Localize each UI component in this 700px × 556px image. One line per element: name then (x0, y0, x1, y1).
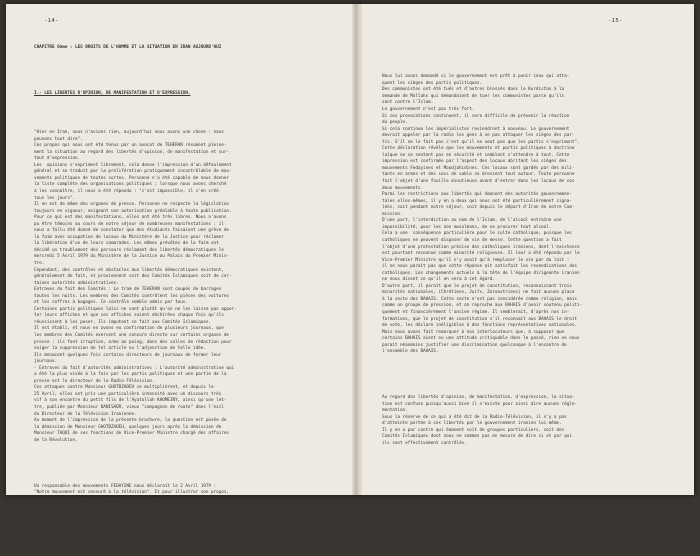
text-line: Il est établi, et nous en avons eu confirmation de plusieurs journaux, que (34, 326, 224, 332)
text-line: deux mouvements. (382, 185, 424, 191)
text-line: ne nous disent ce qu'il en sera à cet égard. (382, 277, 495, 283)
right-page (362, 4, 694, 495)
text-line: ter leurs affiches et que ces affiches soient déchirées chaque fois qu'ils (34, 313, 224, 319)
text-line: la démission de Monsieur GHOTBZADEH, quelques jours après la démission de (34, 424, 222, 430)
text-line: Sous la réserve de ce qui a été dit de la Radio-Télévision, il n'y a pas (382, 414, 567, 420)
right-paragraphs-b (382, 395, 682, 447)
text-line: exiger la suppression de tel article ou l'adjonction de telle idée. (34, 346, 206, 352)
text-line: pouvons tout dire". (34, 136, 83, 142)
text-line: impression est confirmée par l'aspect des locaux abritant les sièges des (382, 159, 567, 165)
text-line: tis. S'il ne le fait pas c'est qu'il ne veut pas que les partis s'expriment". (382, 139, 580, 145)
text-line: diffusé à la Radio. Le Directeur de la Radio aurait supprimé de sa main tous (34, 503, 229, 509)
text-line: Cette déclaration révèle que les mouvements et partis politiques à doctrine (382, 146, 575, 152)
text-line: Si cela continue les impérialistes reviendront à nouveau. Le gouvernement (382, 126, 570, 132)
text-line: l'objet d'une protestation précise des catholiques iraniens, dont l'existence (382, 244, 580, 250)
text-line: du Directeur de la Télévision Iranienne. (34, 411, 137, 417)
text-line: tales elles-mêmes, il y en a deux qui nous ont été particulièrement signa- (382, 198, 572, 204)
text-line: tous les jours". (34, 195, 76, 201)
text-line: tants en armes et des sacs de sable se dressent tout autour. Toute personne (382, 172, 575, 178)
text-line: quement et financièrement l'ancien régime. Il semblerait, d'après nos in- (382, 309, 570, 315)
chapter-heading: CHAPITRE 6ème : LES DROITS DE L'HOMME ET LA SITUATION EN IRAN AUJOURD'HUI (34, 45, 222, 51)
text-line: D'une part, l'interdiction au nom de l'Islam, de l'alcool entraîne une (382, 218, 562, 224)
text-line: catholiques. Les changements actuels à la tête de l'équipe dirigeante iranien (382, 270, 580, 276)
text-line: tout d'expression. (34, 156, 81, 162)
text-line: 25 Avril, elles ont pris une particulière intensité avec un discours très (34, 391, 222, 397)
text-line: Et ce responsable Fedayine de conclure : (34, 516, 137, 522)
text-line: Ils menacent quelques fois certains directeurs de journaux de fermer leur (34, 352, 222, 358)
left-paragraphs-a (34, 130, 334, 444)
text-line: Au moment de l'impression de la présente brochure, la question est posée de (34, 418, 227, 424)
text-line: fait l'objet d'une fouille minutieuse avant d'entrer dans les locaux de ces (382, 179, 575, 185)
text-line: mentation. (382, 408, 408, 414)
text-line: l'ensemble des BAHAIS. (382, 349, 439, 355)
text-line: la libération d'un de leurs camarades. Les mêmes prévôtes de la faim ont (34, 241, 219, 247)
text-line: décidé un troublement des parcours réclamant des libertés démocratiques le (34, 247, 224, 253)
text-line: Nous lui avons demandé si le gouvernement est prêt à punir ceux qui atta- (382, 74, 570, 80)
text-line: - Entraves du fait d'autorités administratives : L'autorité administrative qui (34, 365, 235, 371)
text-line: et les coffres à bagages. Ce contrôle semble admis par tous. (34, 300, 188, 306)
text-line: journaux. (34, 359, 58, 365)
text-line: demande de Mollahs qui demandaient de tuer les communistes parce qu'ils (382, 93, 565, 99)
text-line: a été la plus visée à la fois par les partis politiques et une partie de la (34, 372, 227, 378)
text-line: Il y en a par contre qui émanent soit de groupes particuliers, soit des (382, 427, 565, 433)
text-line: général et se traduit par la prolifération pratiquement incontrôlable de mou- (34, 169, 232, 175)
text-line: presse : ils font irruption, arme au poing, dans des salles de rédaction pour (34, 339, 232, 345)
text-line: Un responsable des mouvements FEDAYINE nous déclarait le 2 Avril 1979 : (34, 483, 217, 489)
text-line: Ces propos qui nous ont été tenus par un avocat de TEHERAN résument pleine- (34, 143, 227, 149)
text-line: mission. (382, 211, 403, 217)
text-line: tre. (34, 261, 45, 266)
text-line: Au regard des libertés d'opinion, de manifestation, d'expression, la situa- (382, 394, 575, 400)
text-line: minorités nationales, (Chrétiens, Juifs, Zoroastriens) ne fait aucune place (382, 290, 575, 296)
text-line: ment la situation au regard des libertés d'opinion, de manifestation et sur- (34, 149, 229, 155)
text-line: toujours en vigueur, exigeant une autorisation préalable à toute publication. (34, 208, 232, 214)
left-paragraphs-b (34, 484, 334, 543)
text-line: presse est le directeur de la Radio-Télévision. (34, 378, 155, 384)
text-line: formations, que le projet de constitution s'il reconnaît aux BAHAIS le droit (382, 316, 577, 322)
text-line: Cependant, des contrôles et obstacles aux libertés démocratiques existent, (34, 267, 224, 273)
text-line: les passages doubl communiqué faisant référence aux Fedayines et Moudjahidines. (34, 509, 237, 515)
right-text-column (382, 22, 682, 460)
left-text-column (34, 32, 334, 556)
text-line: vif à son encontre du petit fils de l'Ayatollah KHOMEINY, ainsi qu'une let- (34, 398, 227, 404)
right-paragraphs-a (382, 74, 682, 356)
text-line: comme un groupe de pression, et on reproche aux BAHAIS d'avoir soutenu politi- (382, 303, 583, 309)
text-line: paraît néanmoins justifier une discrimination quelconque à l'encontre de (382, 342, 567, 348)
text-line: Les opinions s'expriment librement, cela donne l'impression d'un défoulement (34, 162, 232, 168)
text-line: lées, soit pendant notre séjour, soit depuis le départ d'Iran de notre Com- (382, 205, 575, 211)
text-line: Il en est de même des organes de presse. Personne ne respecte la législation (34, 202, 229, 208)
section-title: I.- LES LIBERTES D'OPINION, DE MANIFESTATION ET D'EXPRESSION. (34, 90, 191, 96)
text-line: nous a fallu été donné de constater que des étudiants faisaient une grève de (34, 228, 229, 234)
text-line: Le gouvernement n'est pas très fort. (382, 107, 475, 113)
text-line: réussissent à les poser. Ils imputent ce fait aux Comités Islamiques. (34, 319, 211, 325)
text-line: Entraves du fait des Comités : Le tram de TEHERAN sont coupés de barrages (34, 287, 222, 293)
text-line: la faim avec occupation de locaux du Ministère de la Justice pour réclamer (34, 234, 224, 240)
text-line: d'atteinte portée à ces libertés par le gouvernement iranien lui-même. (382, 421, 562, 427)
text-line: Vice-Premier Ministre qu'il n'y avait qu'à remplacer le vin par du lait : (382, 257, 570, 263)
text-line: Certaines partis politiques laïcs ne sont plutôt qu'on ne les laisse pas appor- (34, 306, 237, 312)
text-line: devrait appeler par la radio les gens à ne pas attaquer les sièges des par- (382, 133, 575, 139)
text-line: Si ces provocations continuent, il sera difficile de prévenir la réaction (382, 113, 570, 119)
text-line: Ces attaques contre Monsieur GHOTBZADEH se multiplièrent, et depuis le (34, 385, 214, 391)
text-line: D'autre part, il paraît que le projet de constitution, reconnaissant trois (382, 283, 572, 289)
text-line: est pourtant reconnue comme minorité religieuse. Il leur a été répondu par le (382, 251, 580, 257)
text-line: du peuple. (382, 120, 408, 126)
text-line: Des communistes ont été tués et d'autres blessés dans le Kurdistan à la (382, 87, 565, 93)
text-line: Monsieur TAQUI de ses fonctions de Vice-Premier Ministre chargé des affaires (34, 431, 229, 437)
text-line: quent les sièges des partis politiques. (382, 80, 483, 86)
text-line: tion est confuse puisqu'aussi bien il n'existe pour ainsi dire aucune régle- (382, 401, 577, 407)
text-line: mercredi 5 Avril 1979 du Ministère de la Justice au Palais du Premier Minis- (34, 254, 229, 260)
book-spread (6, 4, 694, 541)
binding-gutter (352, 4, 362, 495)
page-number-left: -14- (44, 18, 59, 24)
page-number-right: -15- (608, 18, 623, 24)
text-line: il ne nous paraît pas que cette réponse ait satisfait les revendications des (382, 264, 577, 270)
text-line: l'objet ... (34, 535, 63, 541)
text-line: ils sont effectivement contrôlés. (382, 440, 467, 446)
text-line: vements politiques de toutes sortes. Personne n'a été capable de nous donner (34, 175, 229, 181)
text-line: de vote, les déclare inéligibles à des fonctions représentatives nationales. (382, 323, 577, 329)
text-line: de la Révolution. (34, 437, 78, 443)
text-line: toutes les nuits. Les membres des Comités contrôlent les pièces des voitures (34, 293, 229, 299)
text-line: "Hier en Iran, nous n'avions rien, aujourd'hui nous avons une chose : nous (34, 130, 224, 136)
text-line: laïque ne se sentent pas en sécurité et semblent s'attendre à tout. Cette (382, 152, 570, 158)
text-line: tre, publiée par Monsieur BANISADR, vieux "compagnon de route" dans l'exil (34, 405, 224, 411)
text-line: la liste complète des organisations politiques ; lorsque nous avons cherché (34, 182, 227, 188)
text-line: mouvements Fedayines et Moudjahidines. Ces locaux sont gardés par des mili- (382, 165, 575, 171)
text-line: Parmi les restrictions aux libertés qui émanent des autorités gouvernemen- (382, 192, 572, 198)
text-line: à la secte des BAHAIS. Cette secte n'est pas considérée comme religion, mais (382, 296, 577, 302)
text-line: Pour ce qui est des manifestations, elles ont été très libres. Nous n'avons (34, 215, 227, 221)
text-line: impossibilité, pour les non musulmans, de se procurer tout alcool. (382, 224, 552, 230)
text-line: Comités Islamiques dont nous ne sommes pas en mesure de dire si et par qui (382, 434, 572, 440)
text-line: généralement de fait, et proviennent soit des Comités Islamiques soit de cer- (34, 274, 232, 280)
text-line: sont contre l'Islam. (382, 100, 434, 106)
text-line: à les connaître, il nous a été répondu : "c'est impossible, il s'en créé (34, 188, 219, 194)
text-line: le soutenions et pour protester contre les attaques dont les partis sont (34, 529, 219, 535)
text-line: catholiques ne peuvent disposer de vin de messe. Cette question a fait (382, 237, 562, 243)
text-line: "Nous avons écrit au gouvernement une lettre ouverte pour lui dire que nous (34, 522, 227, 528)
text-line: Cela a une conséquence particulière pour le culte catholique, puisque les (382, 231, 572, 237)
text-line: il nous donne l'exemple du communiqué d'un groupe théâtral qui devait être (34, 496, 224, 502)
text-line: les membres des Comités exercent une censure directe sur certains organes de (34, 333, 229, 339)
text-line: "Notre mouvement est censuré à la télévision". Et pour illustrer son propos, (34, 490, 229, 496)
text-line: taines autorités administratives. (34, 280, 119, 286)
text-line: certains BAHAIS aient eu une attitude critiquable dans le passé, rien ne nous (382, 336, 580, 342)
left-page (6, 4, 352, 541)
text-line: pu être témoins au cours de notre séjour de nombreuses manifestations : il (34, 221, 224, 227)
text-line: Mais nous avons fait remarquer à nos interlocuteurs que, à supposer que (382, 329, 565, 335)
